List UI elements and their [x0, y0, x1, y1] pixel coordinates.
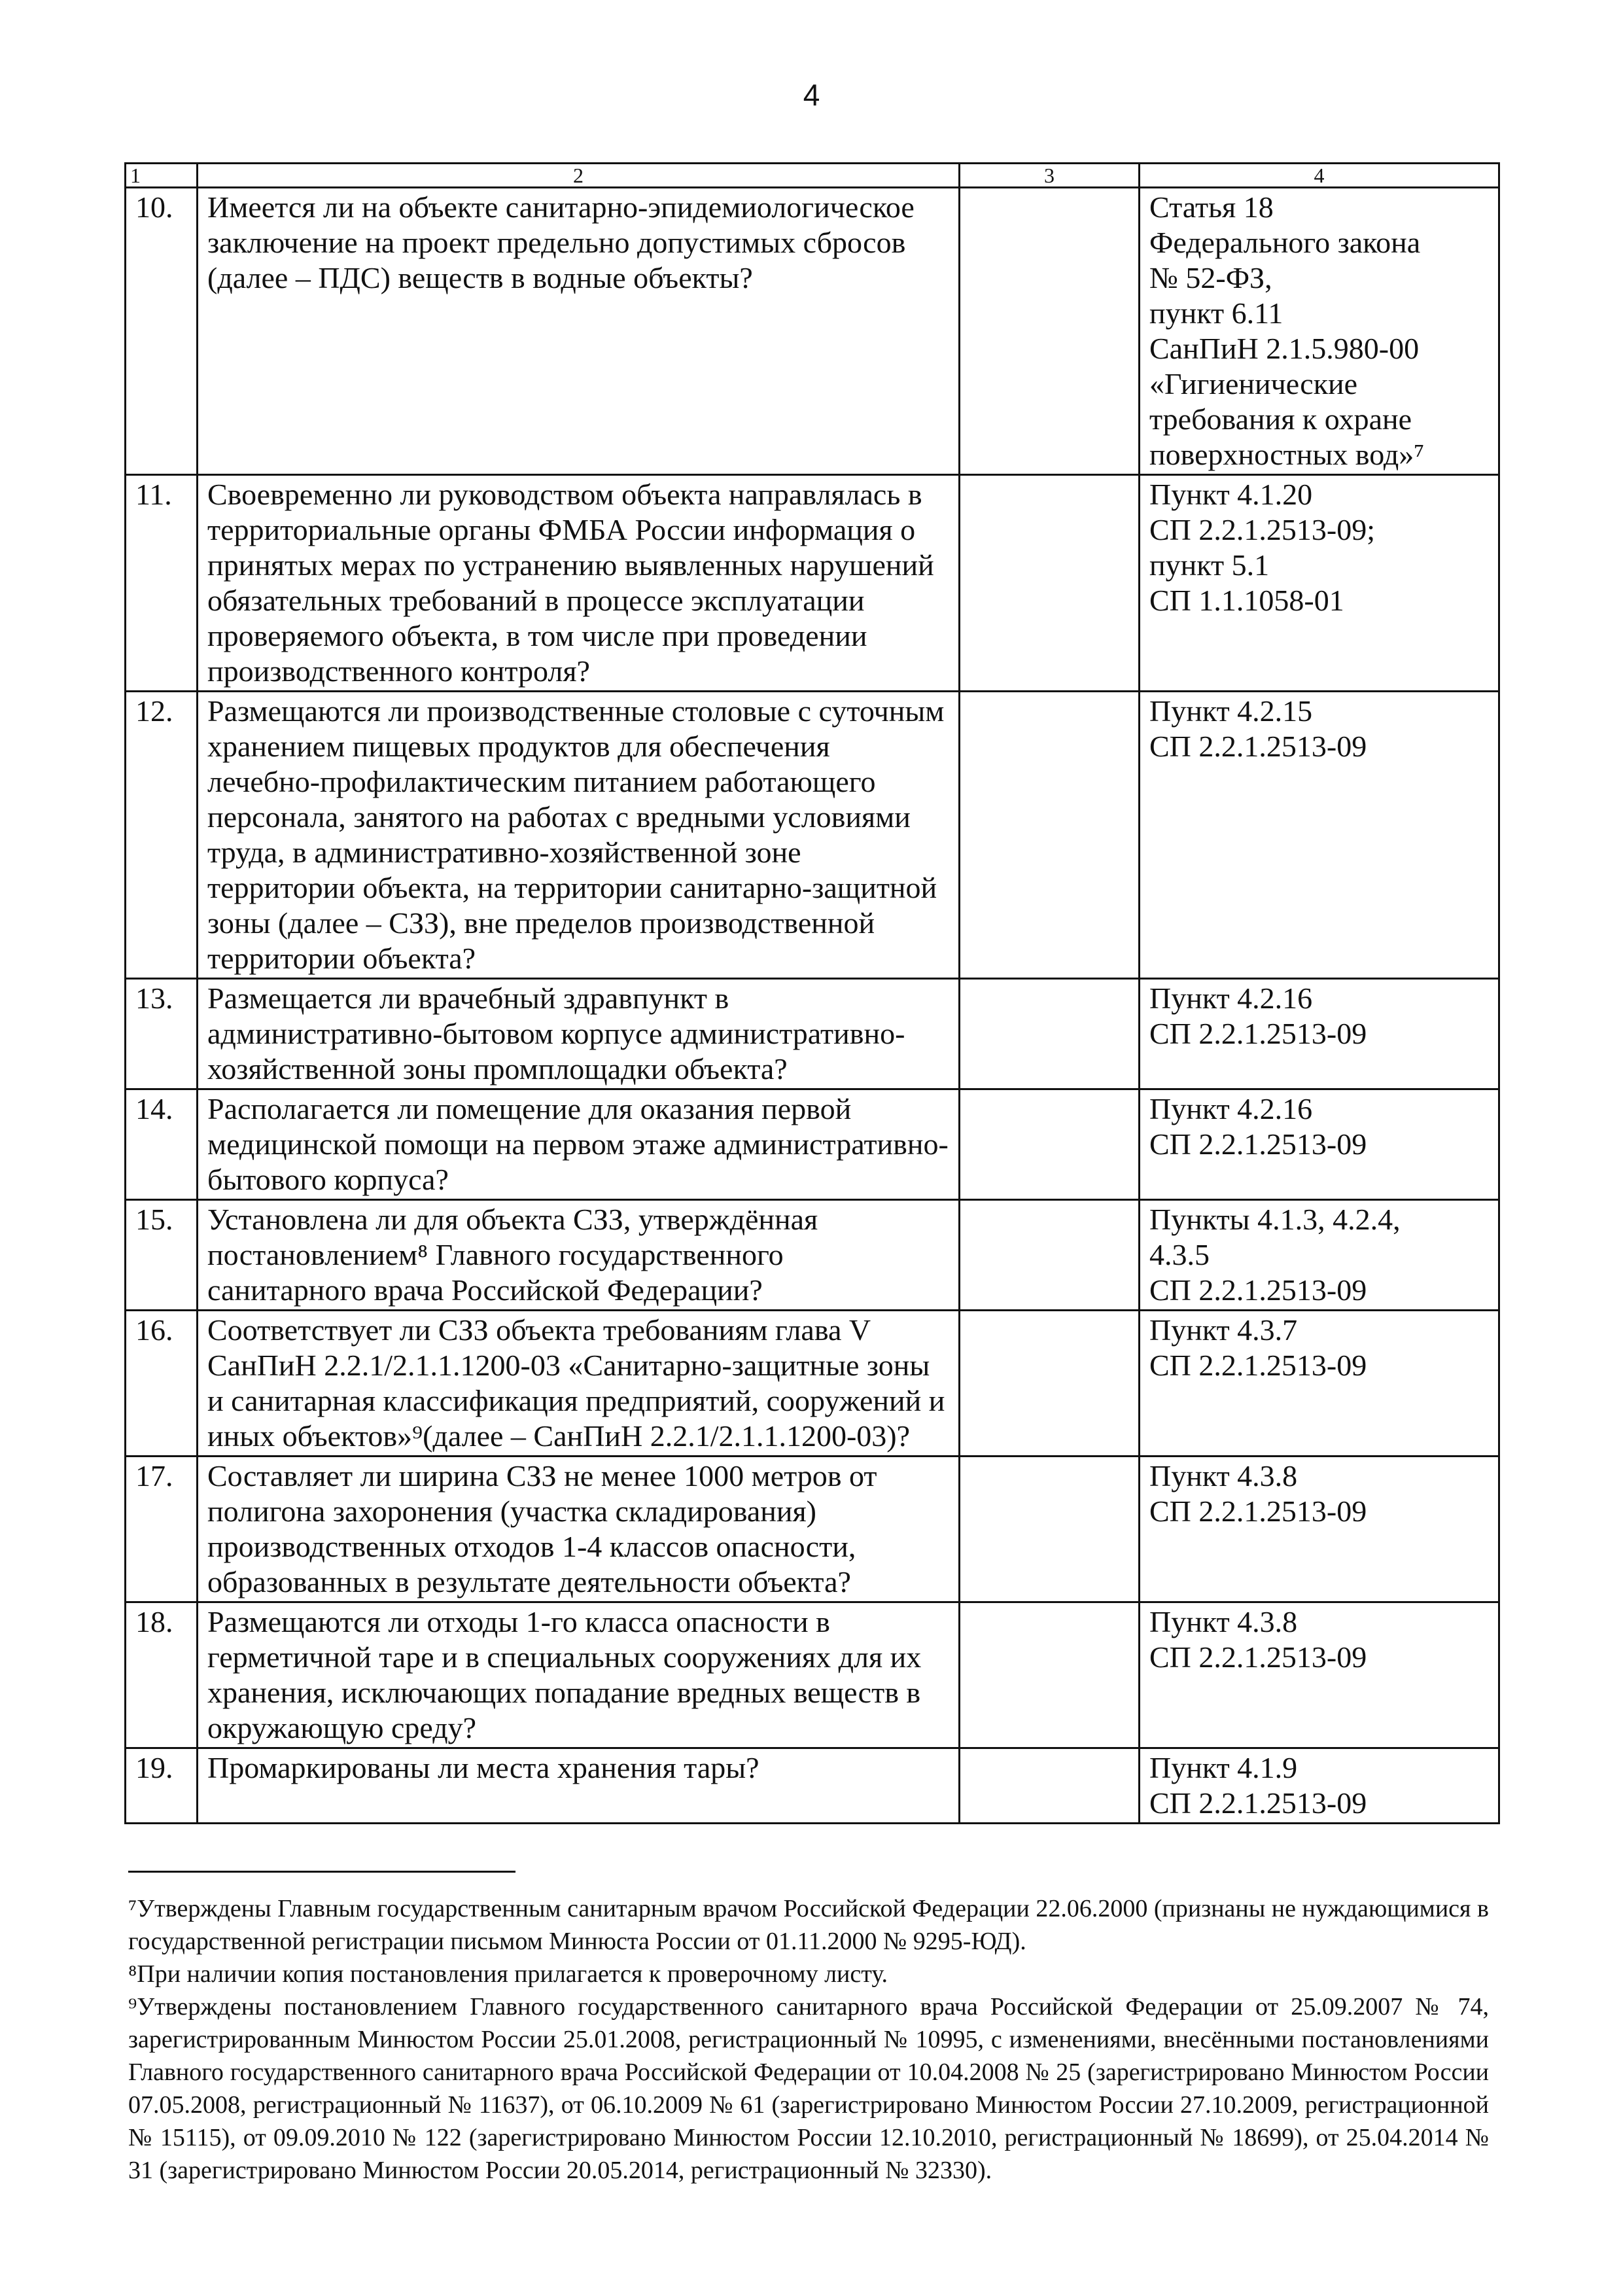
footnotes — [128, 1878, 1489, 2187]
answer-cell[interactable] — [960, 979, 1140, 1089]
reference-line: Пункт 4.2.16 — [1149, 981, 1313, 1015]
reference-cell — [1140, 1200, 1499, 1311]
row-number: 10. — [126, 188, 198, 475]
row-number: 14. — [126, 1089, 198, 1200]
reference-line: поверхностных вод»⁷ — [1149, 438, 1425, 471]
column-header: 3 — [960, 164, 1140, 188]
reference-line: 4.3.5 — [1149, 1238, 1210, 1271]
footnote: ⁹Утверждены постановлением Главного государственного санитарного врача Российской Федерации от 25.09.2007 № 74, зарегистрированным Минюстом России 25.01.2008, регистрационный № 10995, с изменениями, внесёнными постановлениями Главного государственного санитарного врача Российской Федерации от 10.04.2008 № 25 (зарегистрировано Минюстом России 07.05.2008, регистрационный № 11637), от 06.10.2009 № 61 (зарегистрировано Минюстом России 27.10.2009, регистрационной № 15115), от 09.09.2010 № 122 (зарегистрировано Минюстом России 12.10.2010, регистрационный № 18699), от 25.04.2014 № 31 (зарегистрировано Минюстом России 20.05.2014, регистрационный № 32330). — [128, 1993, 1489, 2184]
column-header: 1 — [126, 164, 198, 188]
reference-line: Пункт 4.3.8 — [1149, 1605, 1298, 1638]
row-number: 15. — [126, 1200, 198, 1311]
question-text: Размещаются ли отходы 1-го класса опасности в герметичной таре и в специальных сооружениях для их хранения, исключающих попадание вредных веществ в окружающую среду? — [198, 1602, 960, 1748]
row-number: 18. — [126, 1602, 198, 1748]
reference-line: Пункт 4.2.16 — [1149, 1092, 1313, 1125]
reference-cell — [1140, 1748, 1499, 1824]
row-number: 13. — [126, 979, 198, 1089]
reference-line: Пункт 4.1.9 — [1149, 1751, 1298, 1784]
reference-cell — [1140, 188, 1499, 475]
reference-line: требования к охране — [1149, 402, 1412, 436]
reference-line: пункт 5.1 — [1149, 548, 1270, 582]
table-row — [126, 1089, 1499, 1200]
reference-cell — [1140, 1457, 1499, 1602]
answer-cell[interactable] — [960, 1200, 1140, 1311]
table-header-row — [126, 164, 1499, 188]
reference-line: Пункт 4.3.7 — [1149, 1313, 1298, 1347]
table-row — [126, 979, 1499, 1089]
table-row — [126, 475, 1499, 692]
reference-line: Федерального закона — [1149, 226, 1421, 259]
reference-line: СП 2.2.1.2513-09 — [1149, 1786, 1367, 1820]
answer-cell[interactable] — [960, 1089, 1140, 1200]
question-text: Размещаются ли производственные столовые с суточным хранением пищевых продуктов для обеспечения лечебно-профилактическим питанием работающего персонала, занятого на работах с вредными условиями труда, в административно-хозяйственной зоне территории объекта, на территории санитарно-защитной зоны (далее – СЗЗ), вне пределов производственной территории объекта? — [198, 692, 960, 979]
reference-line: «Гигиенические — [1149, 367, 1358, 400]
reference-cell — [1140, 979, 1499, 1089]
reference-line: СП 2.2.1.2513-09 — [1149, 1127, 1367, 1161]
reference-line: Статья 18 — [1149, 190, 1274, 224]
question-text: Имеется ли на объекте санитарно-эпидемиологическое заключение на проект предельно допустимых сбросов (далее – ПДС) веществ в водные объекты? — [198, 188, 960, 475]
table-row — [126, 1200, 1499, 1311]
reference-cell — [1140, 692, 1499, 979]
page-number: 4 — [803, 78, 820, 112]
question-text: Промаркированы ли места хранения тары? — [198, 1748, 960, 1824]
column-header: 4 — [1140, 164, 1499, 188]
reference-line: СП 2.2.1.2513-09 — [1149, 1640, 1367, 1674]
reference-line: Пункт 4.2.15 — [1149, 694, 1313, 728]
reference-line: СП 2.2.1.2513-09 — [1149, 1494, 1367, 1528]
reference-line: пункт 6.11 — [1149, 296, 1283, 330]
row-number: 12. — [126, 692, 198, 979]
question-text: Установлена ли для объекта СЗЗ, утверждённая постановлением⁸ Главного государственного санитарного врача Российской Федерации? — [198, 1200, 960, 1311]
question-text: Соответствует ли СЗЗ объекта требованиям глава V СанПиН 2.2.1/2.1.1.1200-03 «Санитарно-защитные зоны и санитарная классификация предприятий, сооружений и иных объектов»⁹(далее – СанПиН 2.2.1/2.1.1.1200-03)? — [198, 1311, 960, 1457]
reference-cell — [1140, 1311, 1499, 1457]
question-text: Своевременно ли руководством объекта направлялась в территориальные органы ФМБА России информация о принятых мерах по устранению выявленных нарушений обязательных требований в процессе эксплуатации проверяемого объекта, в том числе при проведении производственного контроля? — [198, 475, 960, 692]
table-row — [126, 1748, 1499, 1824]
row-number: 11. — [126, 475, 198, 692]
reference-line: СП 2.2.1.2513-09 — [1149, 1017, 1367, 1050]
question-text: Размещается ли врачебный здравпункт в административно-бытовом корпусе административно-хозяйственной зоны промплощадки объекта? — [198, 979, 960, 1089]
answer-cell[interactable] — [960, 1457, 1140, 1602]
table-row — [126, 692, 1499, 979]
reference-line: СанПиН 2.1.5.980-00 — [1149, 332, 1420, 365]
footnote-separator — [128, 1871, 515, 1873]
reference-line: СП 2.2.1.2513-09 — [1149, 1349, 1367, 1382]
reference-line: СП 1.1.1058-01 — [1149, 584, 1344, 617]
answer-cell[interactable] — [960, 188, 1140, 475]
table-body — [126, 188, 1499, 1824]
reference-cell — [1140, 475, 1499, 692]
checklist-table — [124, 162, 1500, 1824]
answer-cell[interactable] — [960, 1602, 1140, 1748]
row-number: 19. — [126, 1748, 198, 1824]
column-header: 2 — [198, 164, 960, 188]
question-text: Располагается ли помещение для оказания первой медицинской помощи на первом этаже административно-бытового корпуса? — [198, 1089, 960, 1200]
row-number: 17. — [126, 1457, 198, 1602]
reference-line: № 52-ФЗ, — [1149, 261, 1272, 294]
question-text: Составляет ли ширина СЗЗ не менее 1000 метров от полигона захоронения (участка складирования) производственных отходов 1-4 классов опасности, образованных в результате деятельности объекта? — [198, 1457, 960, 1602]
reference-line: Пункт 4.3.8 — [1149, 1459, 1298, 1492]
row-number: 16. — [126, 1311, 198, 1457]
reference-line: Пункты 4.1.3, 4.2.4, — [1149, 1203, 1401, 1236]
answer-cell[interactable] — [960, 1311, 1140, 1457]
footnote: ⁷Утверждены Главным государственным санитарным врачом Российской Федерации 22.06.2000 (признаны не нуждающимися в государственной регистрации письмом Минюста России от 01.11.2000 № 9295-ЮД). — [128, 1895, 1489, 1955]
reference-line: СП 2.2.1.2513-09 — [1149, 730, 1367, 763]
table-row — [126, 1602, 1499, 1748]
footnote: ⁸При наличии копия постановления прилагается к проверочному листу. — [128, 1960, 888, 1988]
reference-line: СП 2.2.1.2513-09 — [1149, 1273, 1367, 1307]
reference-line: Пункт 4.1.20 — [1149, 478, 1313, 511]
table-row — [126, 1311, 1499, 1457]
answer-cell[interactable] — [960, 692, 1140, 979]
answer-cell[interactable] — [960, 475, 1140, 692]
reference-cell — [1140, 1602, 1499, 1748]
table-row — [126, 188, 1499, 475]
reference-line: СП 2.2.1.2513-09; — [1149, 513, 1375, 546]
table-row — [126, 1457, 1499, 1602]
reference-cell — [1140, 1089, 1499, 1200]
answer-cell[interactable] — [960, 1748, 1140, 1824]
